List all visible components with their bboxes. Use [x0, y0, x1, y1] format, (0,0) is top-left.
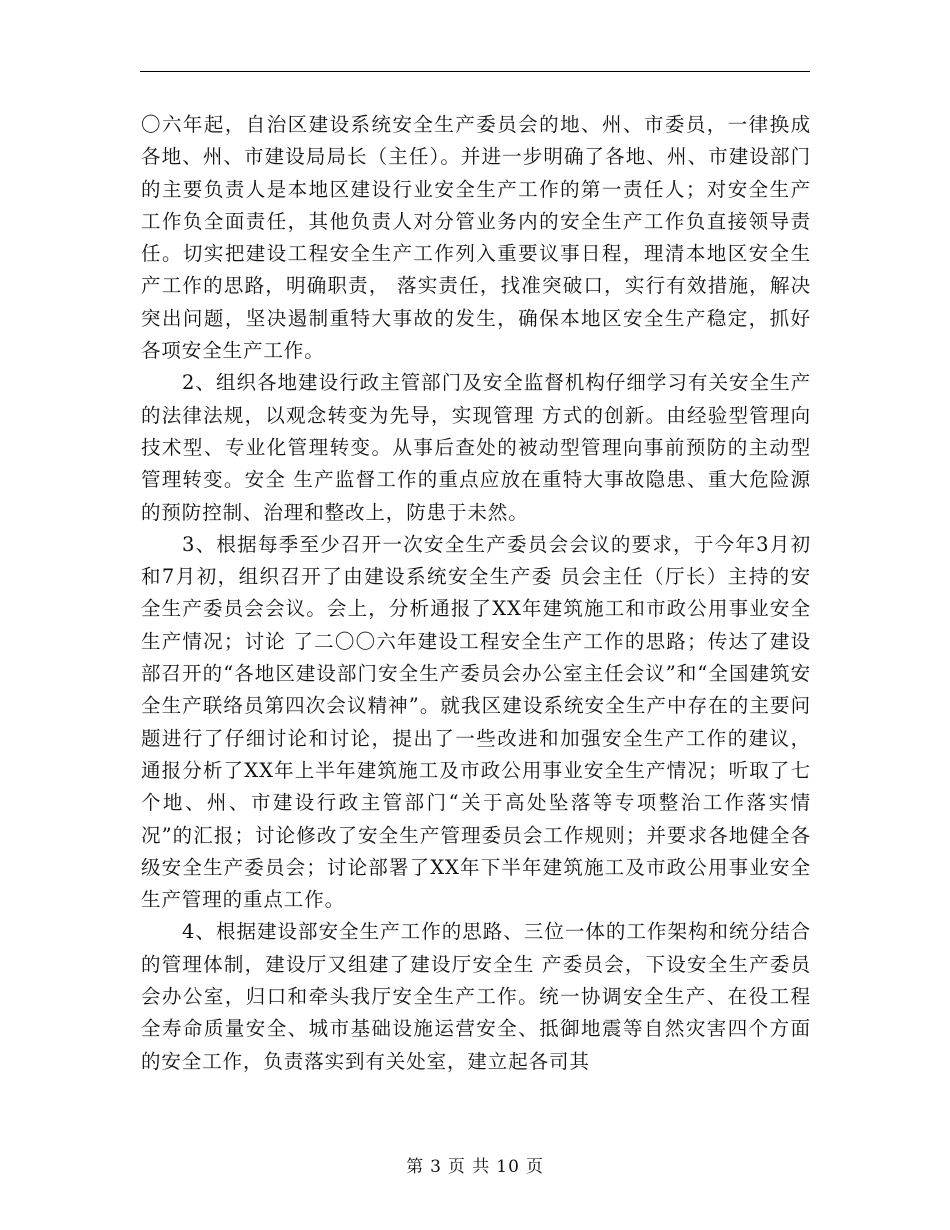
- body-text: [141, 109, 811, 1078]
- footer-suffix: 页: [525, 1157, 544, 1177]
- total-page-count: 10: [496, 1157, 520, 1177]
- header-rule: [140, 71, 810, 72]
- footer-prefix: 第: [406, 1157, 425, 1177]
- paragraph-item-2: 2、组织各地建设行政主管部门及安全监督机构仔细学习有关安全生产的法律法规，以观念转变为先导，实现管理 方式的创新。由经验型管理向技术型、专业化管理转变。从事后查处的被动型管理向事前预防的主动型管理转变。安全 生产监督工作的重点应放在重特大事故隐患、重大危险源的预防控制、治理和整改上，防患于未然。: [141, 371, 811, 524]
- paragraph-item-3: 3、根据每季至少召开一次安全生产委员会会议的要求，于今年3月初和7月初，组织召开了由建设系统安全生产委 员会主任（厅长）主持的安全生产委员会会议。会上，分析通报了XX年建筑施工和市政公用事业安全生产情况；讨论 了二〇〇六年建设工程安全生产工作的思路；传达了建设部召开的“各地区建设部门安全生产委员会办公室主任会议”和“全国建筑安全生产联络员第四次会议精神”。就我区建设系统安全生产中存在的主要问题进行了仔细讨论和讨论，提出了一些改进和加强安全生产工作的建议，通报分析了XX年上半年建筑施工及市政公用事业安全生产情况；听取了七个地、州、市建设行政主管部门“关于高处坠落等专项整治工作落实情况”的汇报；讨论修改了安全生产管理委员会工作规则；并要求各地健全各级安全生产委员会；讨论部署了XX年下半年建筑施工及市政公用事业安全生产管理的重点工作。: [141, 532, 811, 912]
- paragraph-item-4: 4、根据建设部安全生产工作的思路、三位一体的工作架构和统分结合的管理体制，建设厅又组建了建设厅安全生 产委员会，下设安全生产委员会办公室，归口和牵头我厅安全生产工作。统一协调安全生产、在役工程全寿命质量安全、城市基础设施运营安全、抵御地震等自然灾害四个方面的安全工作，负责落实到有关处室，建立起各司其: [141, 920, 811, 1073]
- page-footer: [0, 1152, 950, 1177]
- paragraph-continuation: 〇六年起，自治区建设系统安全生产委员会的地、州、市委员，一律换成各地、州、市建设局局长（主任）。并进一步明确了各地、州、市建设部门的主要负责人是本地区建设行业安全生产工作的第一责任人；对安全生产工作负全面责任，其他负责人对分管业务内的安全生产工作负直接领导责任。切实把建设工程安全生产工作列入重要议事日程，理清本地区安全生产工作的思路，明确职责， 落实责任，找准突破口，实行有效措施，解决突出问题，坚决遏制重特大事故的发生，确保本地区安全生产稳定，抓好各项安全生产工作。: [141, 113, 811, 363]
- footer-middle: 页 共: [447, 1157, 491, 1177]
- current-page-number: 3: [430, 1157, 442, 1177]
